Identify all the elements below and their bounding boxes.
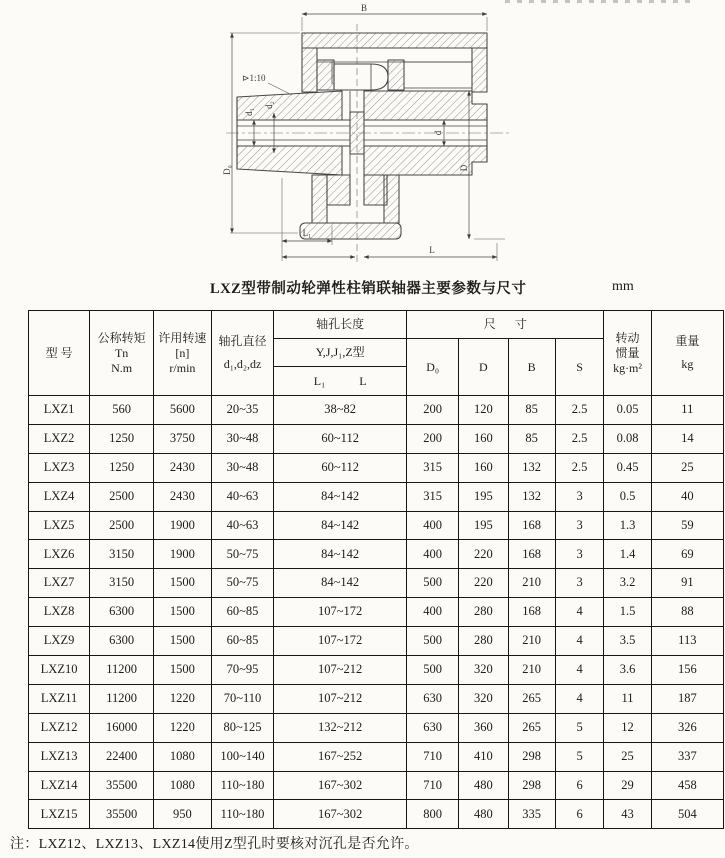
cell-torque: 2500 xyxy=(90,482,154,511)
cell-inertia: 3.6 xyxy=(604,656,651,685)
cell-speed: 2430 xyxy=(154,453,212,482)
cell-D0: 500 xyxy=(407,656,459,685)
cell-bore: 80~125 xyxy=(211,713,274,742)
cell-model: LXZ1 xyxy=(29,396,90,425)
cell-model: LXZ4 xyxy=(29,482,90,511)
cell-D0: 400 xyxy=(407,540,459,569)
cell-speed: 1900 xyxy=(154,540,212,569)
cell-length: 107~172 xyxy=(274,598,407,627)
cell-bore: 40~63 xyxy=(211,511,274,540)
table-row xyxy=(29,482,724,511)
cell-weight: 59 xyxy=(651,511,723,540)
cell-inertia: 0.45 xyxy=(604,453,651,482)
header-model: 型 号 xyxy=(29,311,90,396)
cell-B: 85 xyxy=(508,396,555,425)
header-B: B xyxy=(508,339,555,396)
cell-S: 3 xyxy=(555,569,604,598)
table-row xyxy=(29,540,724,569)
cell-model: LXZ9 xyxy=(29,627,90,656)
cell-weight: 113 xyxy=(651,627,723,656)
cell-speed: 1500 xyxy=(154,656,212,685)
cell-B: 132 xyxy=(508,453,555,482)
cell-speed: 1500 xyxy=(154,569,212,598)
cell-D: 320 xyxy=(459,684,508,713)
cell-bore: 40~63 xyxy=(211,482,274,511)
cell-length: 84~142 xyxy=(274,540,407,569)
cell-length: 167~252 xyxy=(274,742,407,771)
cell-B: 132 xyxy=(508,482,555,511)
cell-bore: 30~48 xyxy=(211,424,274,453)
cell-D: 280 xyxy=(459,598,508,627)
cell-model: LXZ13 xyxy=(29,742,90,771)
dim-label-d2: d₂ xyxy=(264,101,274,109)
cell-bore: 100~140 xyxy=(211,742,274,771)
cell-speed: 1080 xyxy=(154,742,212,771)
cell-D0: 400 xyxy=(407,511,459,540)
cell-D0: 630 xyxy=(407,684,459,713)
cell-D: 195 xyxy=(459,482,508,511)
cell-inertia: 1.3 xyxy=(604,511,651,540)
dimension-d2 xyxy=(264,101,274,153)
cell-weight: 11 xyxy=(651,396,723,425)
cell-speed: 5600 xyxy=(154,396,212,425)
cell-torque: 2500 xyxy=(90,511,154,540)
header-inertia: 转动 惯量 kg·m² xyxy=(604,311,651,396)
cell-length: 60~112 xyxy=(274,424,407,453)
cell-S: 4 xyxy=(555,656,604,685)
cell-length: 107~172 xyxy=(274,627,407,656)
cell-weight: 88 xyxy=(651,598,723,627)
cell-D: 410 xyxy=(459,742,508,771)
cell-speed: 1500 xyxy=(154,598,212,627)
dimension-d xyxy=(433,120,444,146)
cell-model: LXZ7 xyxy=(29,569,90,598)
cell-D: 220 xyxy=(459,569,508,598)
cell-bore: 50~75 xyxy=(211,569,274,598)
table-row xyxy=(29,424,724,453)
cell-B: 298 xyxy=(508,771,555,800)
header-torque: 公称转矩Tn N.m xyxy=(90,311,154,396)
cell-length: 132~212 xyxy=(274,713,407,742)
dim-label-L: L xyxy=(429,245,435,255)
cell-bore: 20~35 xyxy=(211,396,274,425)
cell-inertia: 3.5 xyxy=(604,627,651,656)
cell-torque: 6300 xyxy=(90,598,154,627)
table-title: LXZ型带制动轮弹性柱销联轴器主要参数与尺寸 xyxy=(210,281,527,297)
cell-D0: 500 xyxy=(407,627,459,656)
cell-S: 4 xyxy=(555,627,604,656)
cell-bore: 60~85 xyxy=(211,627,274,656)
cell-length: 38~82 xyxy=(274,396,407,425)
dimension-B xyxy=(302,3,487,31)
cell-weight: 326 xyxy=(651,713,723,742)
cell-length: 84~142 xyxy=(274,482,407,511)
dimension-L xyxy=(282,243,497,261)
cell-weight: 187 xyxy=(651,684,723,713)
cell-weight: 458 xyxy=(651,771,723,800)
cell-torque: 22400 xyxy=(90,742,154,771)
cell-D: 160 xyxy=(459,424,508,453)
cell-torque: 3150 xyxy=(90,569,154,598)
cell-B: 210 xyxy=(508,656,555,685)
cell-weight: 69 xyxy=(651,540,723,569)
table-row xyxy=(29,511,724,540)
cell-speed: 1500 xyxy=(154,627,212,656)
cell-D0: 200 xyxy=(407,424,459,453)
cell-B: 265 xyxy=(508,684,555,713)
cell-model: LXZ15 xyxy=(29,800,90,829)
cell-model: LXZ5 xyxy=(29,511,90,540)
cropped-text-remnant xyxy=(505,0,690,3)
cell-D0: 400 xyxy=(407,598,459,627)
cell-B: 168 xyxy=(508,598,555,627)
cell-model: LXZ6 xyxy=(29,540,90,569)
cell-bore: 70~110 xyxy=(211,684,274,713)
cell-length: 84~142 xyxy=(274,511,407,540)
dim-label-L1: L₁ xyxy=(302,228,312,238)
cell-D0: 630 xyxy=(407,713,459,742)
cell-S: 4 xyxy=(555,598,604,627)
dim-label-D: D xyxy=(459,164,469,172)
table-row xyxy=(29,656,724,685)
cell-torque: 1250 xyxy=(90,424,154,453)
cell-torque: 35500 xyxy=(90,771,154,800)
table-row xyxy=(29,627,724,656)
cell-D: 220 xyxy=(459,540,508,569)
cell-B: 168 xyxy=(508,540,555,569)
cell-length: 167~302 xyxy=(274,800,407,829)
cell-model: LXZ10 xyxy=(29,656,90,685)
cell-B: 265 xyxy=(508,713,555,742)
cell-torque: 560 xyxy=(90,396,154,425)
cell-S: 5 xyxy=(555,713,604,742)
table-row xyxy=(29,396,724,425)
cell-D: 280 xyxy=(459,627,508,656)
cell-length: 107~212 xyxy=(274,656,407,685)
cell-speed: 1080 xyxy=(154,771,212,800)
cell-S: 2.5 xyxy=(555,424,604,453)
cell-inertia: 3.2 xyxy=(604,569,651,598)
cell-model: LXZ11 xyxy=(29,684,90,713)
cell-torque: 16000 xyxy=(90,713,154,742)
footnote: 注：LXZ12、LXZ13、LXZ14使用Z型孔时要核对沉孔是否允许。 xyxy=(10,837,419,852)
cell-S: 3 xyxy=(555,540,604,569)
cell-weight: 337 xyxy=(651,742,723,771)
cell-bore: 110~180 xyxy=(211,771,274,800)
cell-D: 120 xyxy=(459,396,508,425)
cell-model: LXZ2 xyxy=(29,424,90,453)
cell-D: 160 xyxy=(459,453,508,482)
cell-inertia: 0.05 xyxy=(604,396,651,425)
cell-weight: 156 xyxy=(651,656,723,685)
header-D: D xyxy=(459,339,508,396)
cell-inertia: 29 xyxy=(604,771,651,800)
table-row xyxy=(29,771,724,800)
header-size-group: 尺 寸 xyxy=(407,311,604,339)
header-length-types: Y,J,J₁,Z型 xyxy=(274,339,407,367)
header-D0: D₀ xyxy=(407,339,459,396)
cell-speed: 3750 xyxy=(154,424,212,453)
cell-S: 6 xyxy=(555,771,604,800)
cell-S: 6 xyxy=(555,800,604,829)
table-row xyxy=(29,598,724,627)
cell-inertia: 12 xyxy=(604,713,651,742)
cell-torque: 1250 xyxy=(90,453,154,482)
cell-speed: 1900 xyxy=(154,511,212,540)
cell-S: 2.5 xyxy=(555,396,604,425)
cell-B: 335 xyxy=(508,800,555,829)
cell-length: 60~112 xyxy=(274,453,407,482)
cell-D0: 315 xyxy=(407,453,459,482)
cell-D0: 800 xyxy=(407,800,459,829)
cell-S: 4 xyxy=(555,684,604,713)
cell-bore: 50~75 xyxy=(211,540,274,569)
cell-speed: 950 xyxy=(154,800,212,829)
cell-torque: 3150 xyxy=(90,540,154,569)
cell-weight: 40 xyxy=(651,482,723,511)
taper-callout xyxy=(242,73,292,95)
cell-torque: 35500 xyxy=(90,800,154,829)
cell-speed: 2430 xyxy=(154,482,212,511)
taper-label: ⊳1:10 xyxy=(242,73,266,83)
cell-D: 320 xyxy=(459,656,508,685)
cell-D0: 500 xyxy=(407,569,459,598)
cell-model: LXZ12 xyxy=(29,713,90,742)
cell-D: 480 xyxy=(459,771,508,800)
cell-speed: 1220 xyxy=(154,684,212,713)
cell-D: 195 xyxy=(459,511,508,540)
cell-D0: 200 xyxy=(407,396,459,425)
pin-cover-cup xyxy=(300,175,401,239)
dim-label-B: B xyxy=(360,3,368,13)
cell-B: 298 xyxy=(508,742,555,771)
cell-model: LXZ3 xyxy=(29,453,90,482)
header-bore: 轴孔直径 d₁,d₂,dz xyxy=(211,311,274,396)
header-speed: 许用转速 [n] r/min xyxy=(154,311,212,396)
unit-label: mm xyxy=(612,279,634,294)
cell-torque: 11200 xyxy=(90,684,154,713)
cell-length: 84~142 xyxy=(274,569,407,598)
cell-S: 3 xyxy=(555,482,604,511)
cell-bore: 30~48 xyxy=(211,453,274,482)
cell-D0: 710 xyxy=(407,742,459,771)
cell-inertia: 11 xyxy=(604,684,651,713)
cell-B: 168 xyxy=(508,511,555,540)
table-row xyxy=(29,453,724,482)
table-row xyxy=(29,800,724,829)
dim-label-D0: D₀ xyxy=(222,165,232,175)
dim-label-d: d xyxy=(433,130,443,136)
table-row xyxy=(29,684,724,713)
cell-inertia: 43 xyxy=(604,800,651,829)
parameter-table xyxy=(28,310,724,829)
header-row-1 xyxy=(29,311,724,339)
cell-inertia: 0.08 xyxy=(604,424,651,453)
cell-B: 210 xyxy=(508,627,555,656)
cell-bore: 70~95 xyxy=(211,656,274,685)
cell-B: 85 xyxy=(508,424,555,453)
table-row xyxy=(29,569,724,598)
cell-D0: 315 xyxy=(407,482,459,511)
coupling-section-drawing xyxy=(222,0,514,272)
cell-S: 5 xyxy=(555,742,604,771)
header-length-group: 轴孔长度 xyxy=(274,311,407,339)
cell-model: LXZ14 xyxy=(29,771,90,800)
cell-weight: 14 xyxy=(651,424,723,453)
cell-S: 2.5 xyxy=(555,453,604,482)
cell-model: LXZ8 xyxy=(29,598,90,627)
cell-D: 360 xyxy=(459,713,508,742)
cell-speed: 1220 xyxy=(154,713,212,742)
cell-bore: 110~180 xyxy=(211,800,274,829)
cell-inertia: 1.4 xyxy=(604,540,651,569)
cell-weight: 25 xyxy=(651,453,723,482)
header-S: S xyxy=(555,339,604,396)
cell-inertia: 25 xyxy=(604,742,651,771)
elastic-pin-assembly xyxy=(317,60,472,90)
cell-torque: 6300 xyxy=(90,627,154,656)
header-length-sub: L₁ L xyxy=(274,367,407,396)
cell-inertia: 0.5 xyxy=(604,482,651,511)
cell-S: 3 xyxy=(555,511,604,540)
cell-B: 210 xyxy=(508,569,555,598)
cell-weight: 504 xyxy=(651,800,723,829)
table-row xyxy=(29,713,724,742)
cell-weight: 91 xyxy=(651,569,723,598)
cell-inertia: 1.5 xyxy=(604,598,651,627)
cell-D: 480 xyxy=(459,800,508,829)
cell-length: 107~212 xyxy=(274,684,407,713)
table-row xyxy=(29,742,724,771)
dim-label-d1: d₁ xyxy=(244,108,254,116)
cell-D0: 710 xyxy=(407,771,459,800)
header-weight: 重量 kg xyxy=(651,311,723,396)
cell-bore: 60~85 xyxy=(211,598,274,627)
cell-length: 167~302 xyxy=(274,771,407,800)
cell-torque: 11200 xyxy=(90,656,154,685)
